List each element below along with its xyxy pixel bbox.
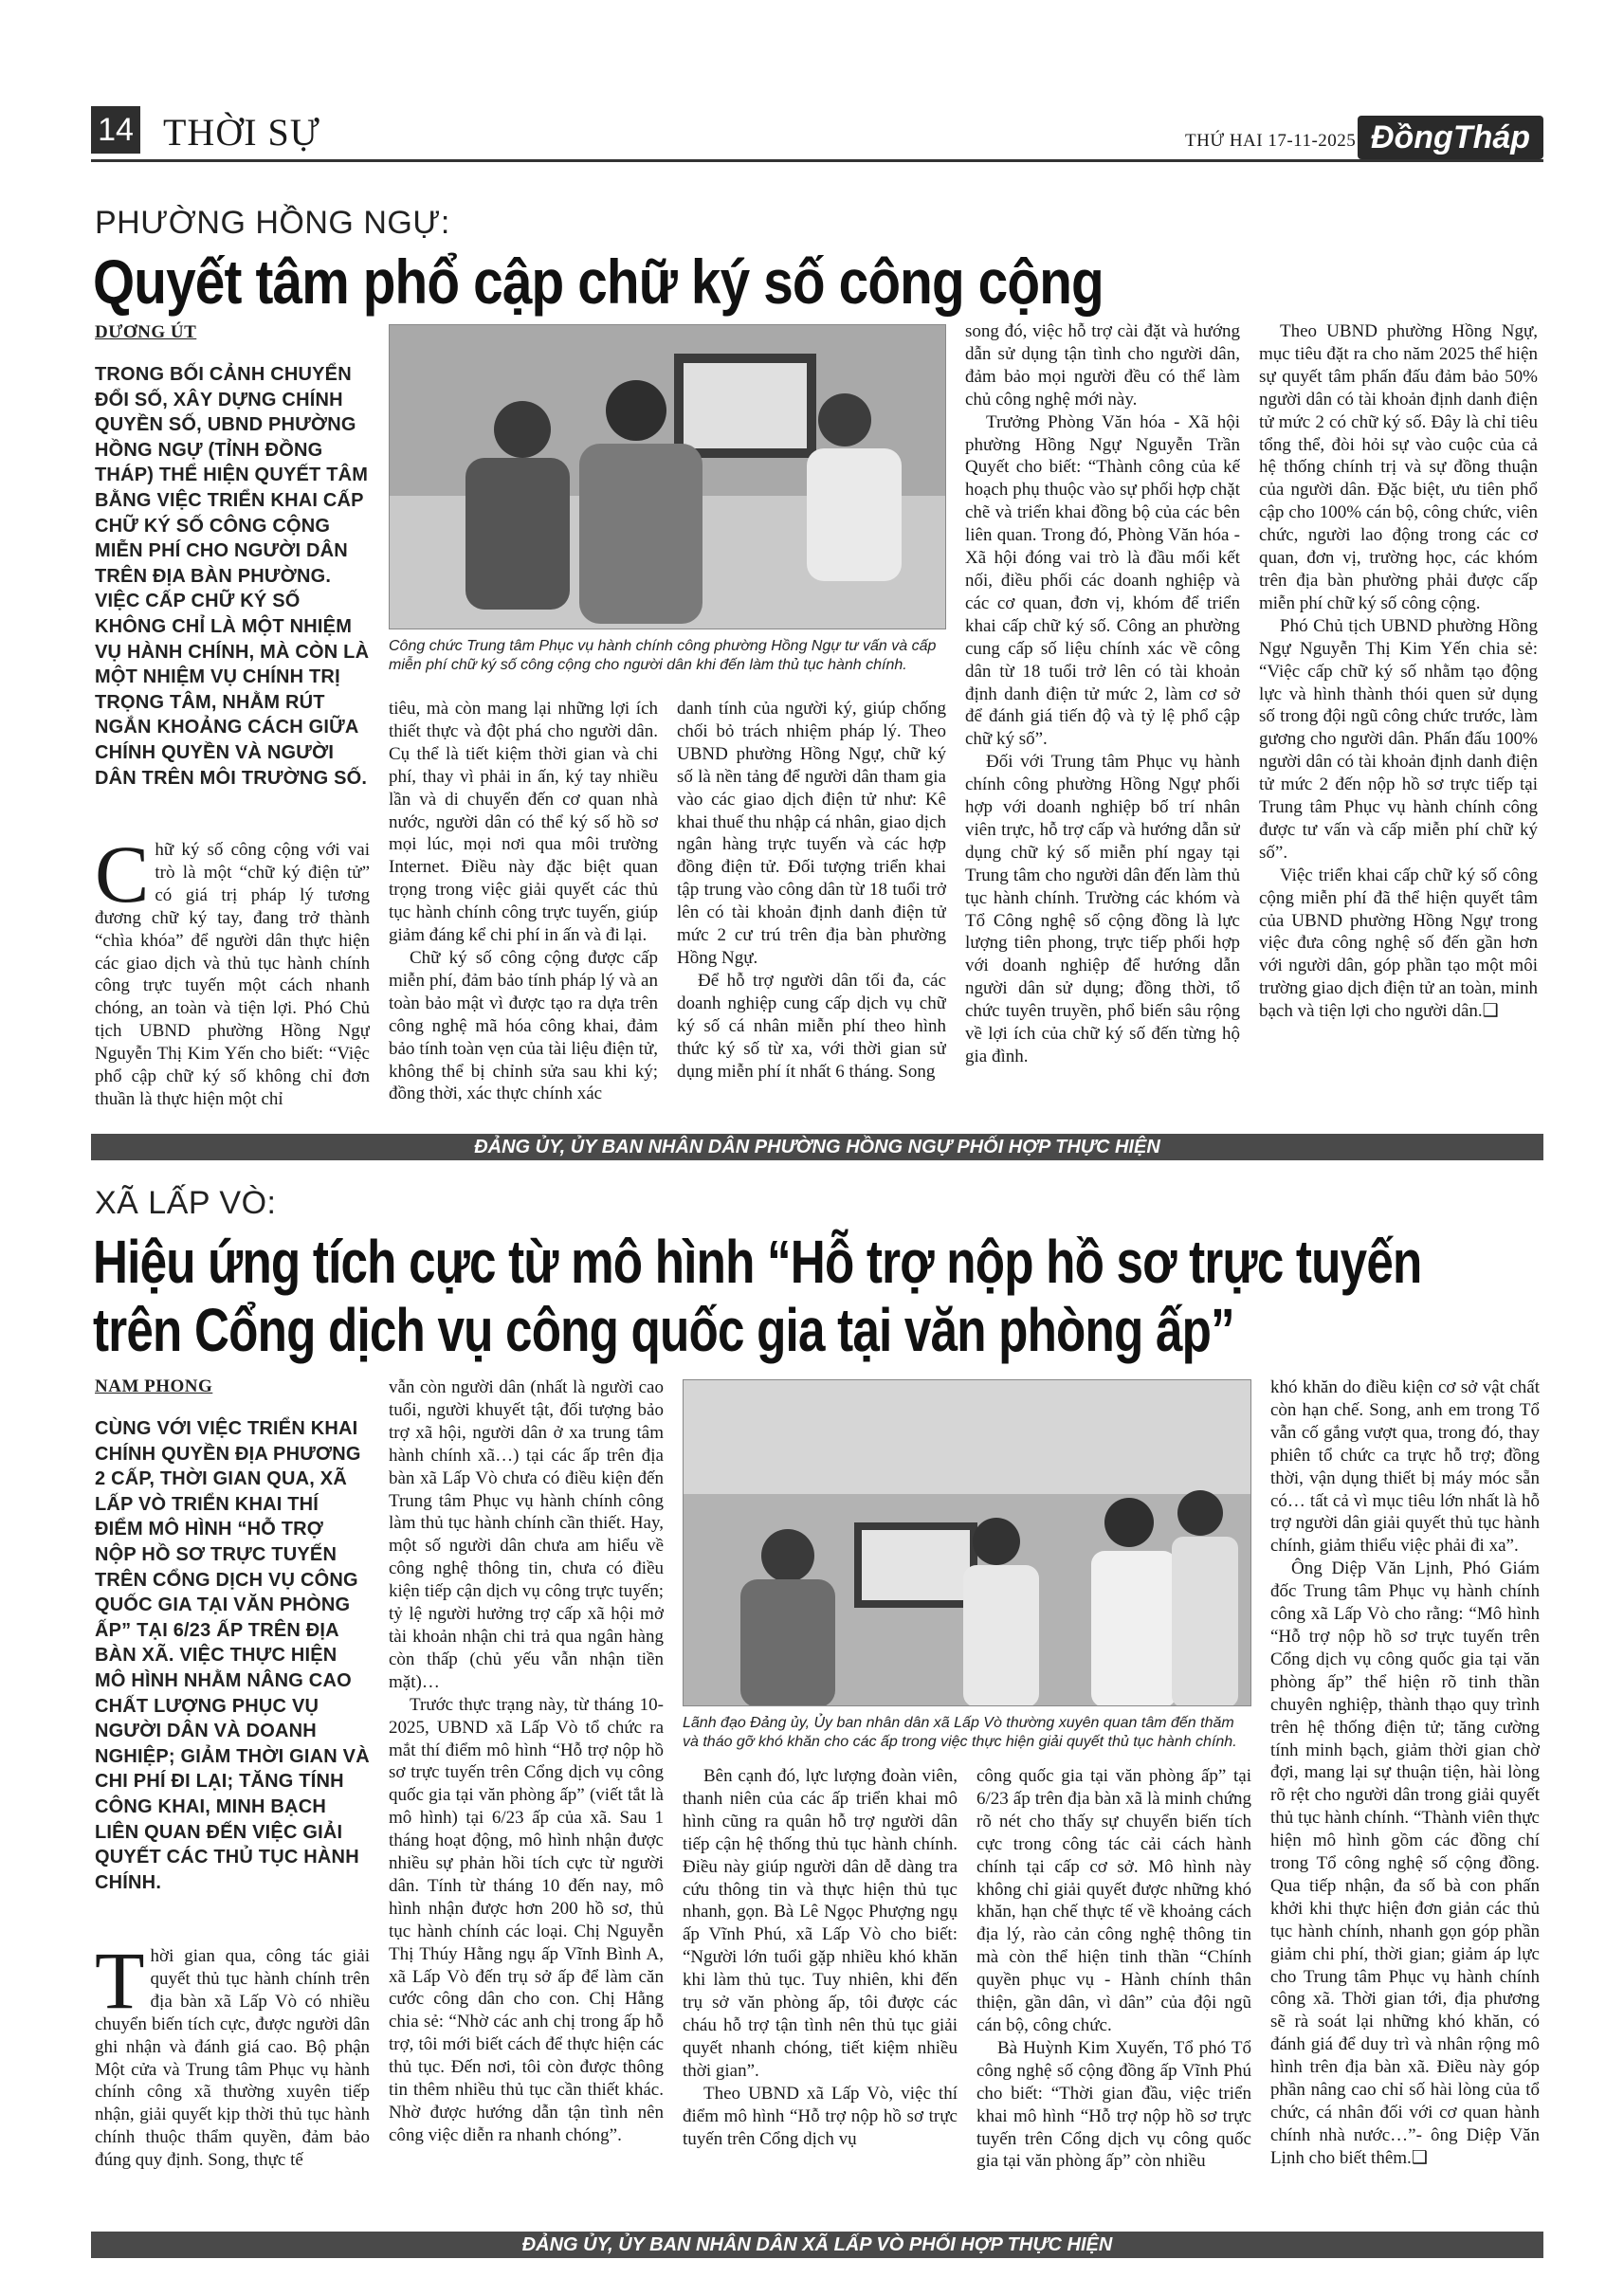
photo-illustration [390,325,946,629]
article2-lead: CÙNG VỚI VIỆC TRIỂN KHAI CHÍNH QUYỀN ĐỊA PHƯƠNG 2 CẤP, THỜI GIAN QUA, XÃ LẤP VÒ TRIỂN KHAI THÍ ĐIỂM MÔ HÌNH “HỖ TRỢ NỘP HỒ SƠ TRỰC TUYẾN TRÊN CỔNG DỊCH VỤ CÔNG QUỐC GIA TẠI VĂN PHÒNG ẤP” TẠI 6/23 ẤP TRÊN ĐỊA BÀN XÃ. VIỆC THỰC HIỆN MÔ HÌNH NHẰM NÂNG CAO CHẤT LƯỢNG PHỤC VỤ NGƯỜI DÂN VÀ DOANH NGHIỆP; GIẢM THỜI GIAN VÀ CHI PHÍ ĐI LẠI; TĂNG TÍNH CÔNG KHAI, MINH BẠCH LIÊN QUAN ĐẾN VIỆC GIẢI QUYẾT CÁC THỦ TỤC HÀNH CHÍNH. [95,1418,370,1893]
article1-footer: ĐẢNG ỦY, ỦY BAN NHÂN DÂN PHƯỜNG HỒNG NGỰ PHỐI HỢP THỰC HIỆN [91,1134,1543,1160]
article1-col3: danh tính của người ký, giúp chống chối bỏ trách nhiệm pháp lý. Theo UBND phường Hồng Ngự, chữ ký số là nền tảng để người dân tham gia vào các giao dịch điện tử như: Kê khai thuế thu nhập cá nhân, giao dịch ngân hàng trực tuyến và các hợp đồng điện tử. Đối tượng triển khai tập trung vào công dân từ 18 tuổi trở lên có tài khoản định danh điện tử mức 2 cư trú trên địa bàn phường Hồng Ngự. Để hỗ trợ người dân tối đa, các doanh nghiệp cung cấp dịch vụ chữ ký số cá nhân miễn phí theo hình thức ký số từ xa, với thời gian sử dụng miễn phí ít nhất 6 tháng. Song [677,699,946,1082]
article1-dropcap: C [95,839,150,920]
photo-illustration-2 [684,1380,1251,1706]
article2-col3: Bên cạnh đó, lực lượng đoàn viên, thanh niên của các ấp triển khai mô hình cũng ra quân hỗ trợ người dân tiếp cận hệ thống thủ tục hành chính. Điều này giúp người dân dễ dàng tra cứu thông tin và thực hiện thủ tục nhanh, gọn. Bà Lê Ngọc Phượng ngụ ấp Vĩnh Phú, xã Lấp Vò cho biết: “Người lớn tuổi gặp nhiều khó khăn khi làm thủ tục. Tuy nhiên, khi đến trụ sở văn phòng ấp, tôi được các cháu hỗ trợ tận tình nên thủ tục giải quyết nhanh chóng, tiết kiệm nhiều thời gian”. Theo UBND xã Lấp Vò, việc thí điểm mô hình “Hỗ trợ nộp hồ sơ trực tuyến trên Cổng dịch vụ [683,1766,958,2149]
page-number: 14 [98,112,134,148]
newspaper-logo: ĐồngTháp [1358,116,1543,159]
article2-col5: khó khăn do điều kiện cơ sở vật chất còn hạn chế. Song, anh em trong Tổ vẫn cố gắng vượt qua, trong đó, thay phiên tổ chức ca trực hỗ trợ; đồng thời, vận dụng thiết bị máy móc sẵn có… tất cả vì mục tiêu lớn nhất là hỗ trợ người dân giải quyết thủ tục hành chính, giảm thiểu việc phải đi xa”. Ông Diệp Văn Lịnh, Phó Giám đốc Trung tâm Phục vụ hành chính công xã Lấp Vò cho rằng: “Mô hình “Hỗ trợ nộp hồ sơ trực tuyến trên Cổng dịch vụ công quốc gia tại văn phòng ấp” thể hiện rõ tinh thần chuyên nghiệp, thành thạo quy trình trên hệ thống điện tử; tăng cường tính minh bạch, giảm thời gian chờ đợi, mang lại sự thuận tiện, hài lòng rõ rệt cho người dân trong giải quyết thủ tục hành chính. “Thành viên thực hiện mô hình gồm các đồng chí trong Tổ công nghệ số cộng đồng. Qua tiếp nhận, đa số bà con phấn khởi khi thực hiện đơn giản các thủ tục hành chính, nhanh gọn góp phần giảm chi phí, thời gian; giảm áp lực cho Trung tâm Phục vụ hành chính công xã. Thời gian tới, địa phương sẽ rà soát lại những khó khăn, có đánh giá để duy trì và nhân rộng mô hình trên địa bàn xã. Điều này góp phần nâng cao chỉ số hài lòng của tổ chức, cá nhân đối với cơ quan hành chính nhà nước…”- ông Diệp Văn Lịnh cho biết thêm.❑ [1270,1377,1540,2168]
article1-caption: Công chức Trung tâm Phục vụ hành chính công phường Hồng Ngự tư vấn và cấp miễn phí chữ ký số công cộng cho người dân khi đến làm thủ tục hành chính. [389,638,937,673]
article2-byline: NAM PHONG [95,1376,213,1396]
article1-col5: Theo UBND phường Hồng Ngự, mục tiêu đặt ra cho năm 2025 thể hiện sự quyết tâm phấn đấu đảm bảo 50% người dân có tài khoản định danh điện tử mức 2 có chữ ký số. Đây là chỉ tiêu tổng thể, đòi hỏi sự vào cuộc của cả hệ thống chính trị và sự đồng thuận của người dân. Đặc biệt, ưu tiên phổ cập cho 100% cán bộ, công chức, viên chức, người lao động trong các cơ quan, đơn vị, trường học, các khóm trên địa bàn phường phải được cấp miễn phí chữ ký số công cộng. Phó Chủ tịch UBND phường Hồng Ngự Nguyễn Thị Kim Yến chia sẻ: “Việc cấp chữ ký số nhằm tạo động lực và hình thành thói quen sử dụng số trong đội ngũ công chức trước, làm gương cho người dân. Phấn đấu 100% người dân có tài khoản định danh điện tử mức 2 đến nộp hồ sơ trực tiếp tại Trung tâm Phục vụ hành chính công được tư vấn và cấp miễn phí chữ ký số”. Việc triển khai cấp chữ ký số công cộng miễn phí đã thể hiện quyết tâm của UBND phường Hồng Ngự trong việc đưa công nghệ số đến gần hơn với người dân, góp phần tạo một môi trường giao dịch điện tử an toàn, minh bạch và tiện lợi cho người dân.❑ [1259,321,1538,1022]
issue-date: THỨ HAI 17-11-2025 [1185,131,1357,151]
article1-col1: Chữ ký số công cộng với vai trò là một “chữ ký điện tử” có giá trị pháp lý tương đương chữ ký tay, đang trở thành “chìa khóa” để người dân thực hiện các giao dịch và thủ tục hành chính công trực tuyến một cách nhanh chóng, an toàn và tiện lợi. Phó Chủ tịch UBND phường Hồng Ngự Nguyễn Thị Kim Yến cho biết: “Việc phổ cập chữ ký số không chỉ đơn thuần là thực hiện một chỉ [95,839,370,1109]
article2-kicker: XÃ LẤP VÒ: [95,1185,277,1221]
article1-byline: DƯƠNG ÚT [95,322,197,342]
page-number-box [91,106,140,154]
article1-col2: tiêu, mà còn mang lại những lợi ích thiết thực và đột phá cho người dân. Cụ thể là tiết kiệm thời gian và chi phí, thay vì phải in ấn, ký tay nhiều lần và di chuyển đến cơ quan nhà nước, người dân có thể ký số hồ sơ mọi lúc, mọi nơi qua môi trường Internet. Điều này đặc biệt quan trọng trong việc giải quyết các thủ tục hành chính công trực tuyến, giúp giảm đáng kể chi phí in ấn và đi lại. Chữ ký số công cộng được cấp miễn phí, đảm bảo tính pháp lý và an toàn bảo mật vì được tạo ra dựa trên công nghệ mã hóa công khai, đảm bảo tính toàn vẹn của tài liệu điện tử, không thể bị chỉnh sửa sau khi ký; đồng thời, xác thực chính xác [389,699,658,1104]
article1-headline: Quyết tâm phổ cập chữ ký số công cộng [93,246,1104,317]
article2-col4: công quốc gia tại văn phòng ấp” tại 6/23 ấp trên địa bàn xã là minh chứng rõ nét cho thấy sự chuyển biến tích cực trong công tác cải cách hành chính tại cấp cơ sở. Mô hình này không chỉ giải quyết được những khó khăn, hạn chế thực tế về khoảng cách địa lý, rào cản công nghệ thông tin mà còn thể hiện tinh thần “Chính quyền phục vụ - Hành chính thân thiện, gần dân, vì dân” của đội ngũ cán bộ, công chức. Bà Huỳnh Kim Xuyến, Tổ phó Tổ công nghệ số cộng đồng ấp Vĩnh Phú cho biết: “Thời gian đầu, việc triển khai mô hình “Hỗ trợ nộp hồ sơ trực tuyến trên Cổng dịch vụ công quốc gia tại văn phòng ấp” còn nhiều [976,1766,1251,2172]
article2-headline-line1: Hiệu ứng tích cực từ mô hình “Hỗ trợ nộp hồ sơ trực tuyến [93,1228,1422,1296]
article2-footer: ĐẢNG ỦY, ỦY BAN NHÂN DÂN XÃ LẤP VÒ PHỐI HỢP THỰC HIỆN [91,2232,1543,2258]
article1-kicker: PHƯỜNG HỒNG NGỰ: [95,205,450,241]
masthead-rule [91,159,1543,162]
article2-caption: Lãnh đạo Đảng ủy, Ủy ban nhân dân xã Lấp Vò thường xuyên quan tâm đến thăm và tháo gỡ khó khăn cho các ấp trong việc thực hiện giải quyết thủ tục hành chính. [683,1715,1237,1750]
article1-col4: song đó, việc hỗ trợ cài đặt và hướng dẫn sử dụng tận tình cho người dân, đảm bảo mọi người đều có thể làm chủ công nghệ mới này. Trưởng Phòng Văn hóa - Xã hội phường Hồng Ngự Nguyễn Trần Quyết cho biết: “Thành công của kế hoạch phụ thuộc vào sự phối hợp chặt chẽ và triển khai đồng bộ của các bên liên quan. Trong đó, Phòng Văn hóa - Xã hội đóng vai trò là đầu mối kết nối, điều phối các doanh nghiệp và các cơ quan, đơn vị, khóm để triển khai cấp chữ ký số. Công an phường cung cấp số liệu chính xác về công dân từ 18 tuổi trở lên có tài khoản định danh điện tử mức 2, làm cơ sở để đánh giá tiến độ và tỷ lệ phổ cập chữ ký số”. Đối với Trung tâm Phục vụ hành chính công phường Hồng Ngự phối hợp với doanh nghiệp bố trí nhân viên trực, hỗ trợ cấp và hướng dẫn sử dụng chữ ký số miễn phí ngay tại Trung tâm cho người dân đến làm thủ tục hành chính. Trường các khóm và Tổ Công nghệ số cộng đồng là lực lượng tiên phong, trực tiếp phối hợp với doanh nghiệp để hướng dẫn người dân sử dụng; đồng thời, tổ chức tuyên truyền, phổ biến sâu rộng về lợi ích của chữ ký số đến từng hộ gia đình. [965,321,1240,1066]
article2-end-mark: ❑ [1411,2147,1428,2168]
article2-col1: Thời gian qua, công tác giải quyết thủ tục hành chính trên địa bàn xã Lấp Vò có nhiều chuyển biến tích cực, được người dân ghi nhận và đánh giá cao. Bộ phận Một cửa và Trung tâm Phục vụ hành chính công xã thường xuyên tiếp nhận, giải quyết kịp thời thủ tục hành chính thuộc thẩm quyền, đảm bảo đúng quy định. Song, thực tế [95,1945,370,2171]
article2-photo [683,1379,1251,1706]
article1-end-mark: ❑ [1482,1001,1499,1022]
article2-headline-line2: trên Cổng dịch vụ công quốc gia tại văn phòng ấp” [93,1296,1234,1364]
article2-dropcap: T [95,1945,145,2026]
article1-lead: TRONG BỐI CẢNH CHUYỂN ĐỔI SỐ, XÂY DỰNG CHÍNH QUYỀN SỐ, UBND PHƯỜNG HỒNG NGỰ (TỈNH ĐỒNG THÁP) THỂ HIỆN QUYẾT TÂM BẰNG VIỆC TRIỂN KHAI CẤP CHỮ KÝ SỐ CÔNG CỘNG MIỄN PHÍ CHO NGƯỜI DÂN TRÊN ĐỊA BÀN PHƯỜNG. VIỆC CẤP CHỮ KÝ SỐ KHÔNG CHỈ LÀ MỘT NHIỆM VỤ HÀNH CHÍNH, MÀ CÒN LÀ MỘT NHIỆM VỤ CHÍNH TRỊ TRỌNG TÂM, NHẰM RÚT NGẮN KHOẢNG CÁCH GIỮA CHÍNH QUYỀN VÀ NGƯỜI DÂN TRÊN MÔI TRƯỜNG SỐ. [95,364,370,789]
article1-photo [389,324,946,629]
section-title: THỜI SỰ [163,111,320,154]
article2-col2: vẫn còn người dân (nhất là người cao tuổi, người khuyết tật, đối tượng bảo trợ xã hội, người dân ở xa trung tâm hành chính xã…) tại các ấp trên địa bàn xã Lấp Vò chưa có điều kiện đến Trung tâm Phục vụ hành chính công làm thủ tục hành chính cần thiết. Hay, một số người dân chưa am hiểu về công nghệ thông tin, chưa có điều kiện tiếp cận dịch vụ công trực tuyến; tỷ lệ người hưởng trợ cấp xã hội mở tài khoản nhận chi trả qua ngân hàng còn thấp (chủ yếu vẫn nhận tiền mặt)… Trước thực trạng này, từ tháng 10-2025, UBND xã Lấp Vò tổ chức ra mắt thí điểm mô hình “Hỗ trợ nộp hồ sơ trực tuyến trên Cổng dịch vụ công quốc gia tại văn phòng ấp” (viết tắt là mô hình) tại 6/23 ấp của xã. Sau 1 tháng hoạt động, mô hình nhận được nhiều sự phản hồi tích cực từ người dân. Tính từ tháng 10 đến nay, mô hình nhận được hơn 200 hồ sơ, thủ tục hành chính các loại. Chị Nguyễn Thị Thúy Hằng ngụ ấp Vĩnh Bình A, xã Lấp Vò đến trụ sở ấp để làm căn cước công dân cho con. Chị Hằng chia sẻ: “Nhờ các anh chị trong ấp hỗ trợ, tôi mới biết cách để thực hiện các thủ tục. Đến nơi, tôi còn được thông tin thêm nhiều thủ tục cần thiết khác. Nhờ được hướng dẫn tận tình nên công việc diễn ra nhanh chóng”. [389,1377,664,2145]
